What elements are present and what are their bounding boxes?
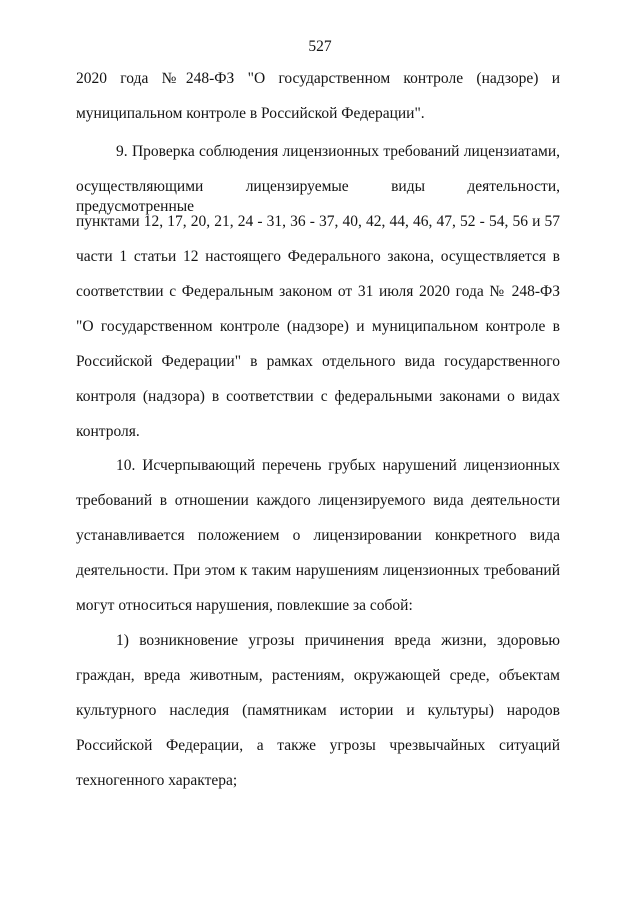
paragraph-line: устанавливается положением о лицензировании конкретного вида (76, 527, 560, 544)
paragraph-line: пунктами 12, 17, 20, 21, 24 - 31, 36 - 37, 40, 42, 44, 46, 47, 52 - 54, 56 и 57 (76, 213, 560, 230)
list-item-line: техногенного характера; (76, 772, 238, 789)
paragraph-line: соответствии с Федеральным законом от 31 июля 2020 года № 248-ФЗ (76, 283, 560, 300)
paragraph-line: контроля (надзора) в соответствии с федеральными законами о видах (76, 388, 560, 405)
paragraph-line: 10. Исчерпывающий перечень грубых нарушений лицензионных (116, 457, 560, 474)
paragraph-line: могут относиться нарушения, повлекшие за собой: (76, 597, 413, 614)
list-item-line: Российской Федерации, а также угрозы чрезвычайных ситуаций (76, 737, 560, 754)
list-item-line: граждан, вреда животным, растениям, окружающей среде, объектам (76, 667, 560, 684)
paragraph-line: муниципальном контроле в Российской Федерации". (76, 105, 425, 122)
paragraph-line: 2020 года №248-ФЗ "О государственном контроле (надзоре) и (76, 70, 560, 87)
list-item-line: 1) возникновение угрозы причинения вреда жизни, здоровью (116, 632, 560, 649)
paragraph-line: деятельности. При этом к таким нарушениям лицензионных требований (76, 562, 560, 579)
list-item-line: культурного наследия (памятникам истории и культуры) народов (76, 702, 560, 719)
paragraph-line: контроля. (76, 423, 140, 440)
paragraph-line: осуществляющими лицензируемые виды деятельности, предусмотренные (76, 178, 560, 215)
page-number: 527 (308, 38, 332, 55)
paragraph-line: "О государственном контроле (надзоре) и муниципальном контроле в (76, 318, 560, 335)
paragraph-line: Российской Федерации" в рамках отдельного вида государственного (76, 353, 560, 370)
paragraph-line: части 1 статьи 12 настоящего Федерального закона, осуществляется в (76, 248, 560, 265)
paragraph-line: 9. Проверка соблюдения лицензионных требований лицензиатами, (116, 143, 560, 160)
paragraph-line: требований в отношении каждого лицензируемого вида деятельности (76, 492, 560, 509)
